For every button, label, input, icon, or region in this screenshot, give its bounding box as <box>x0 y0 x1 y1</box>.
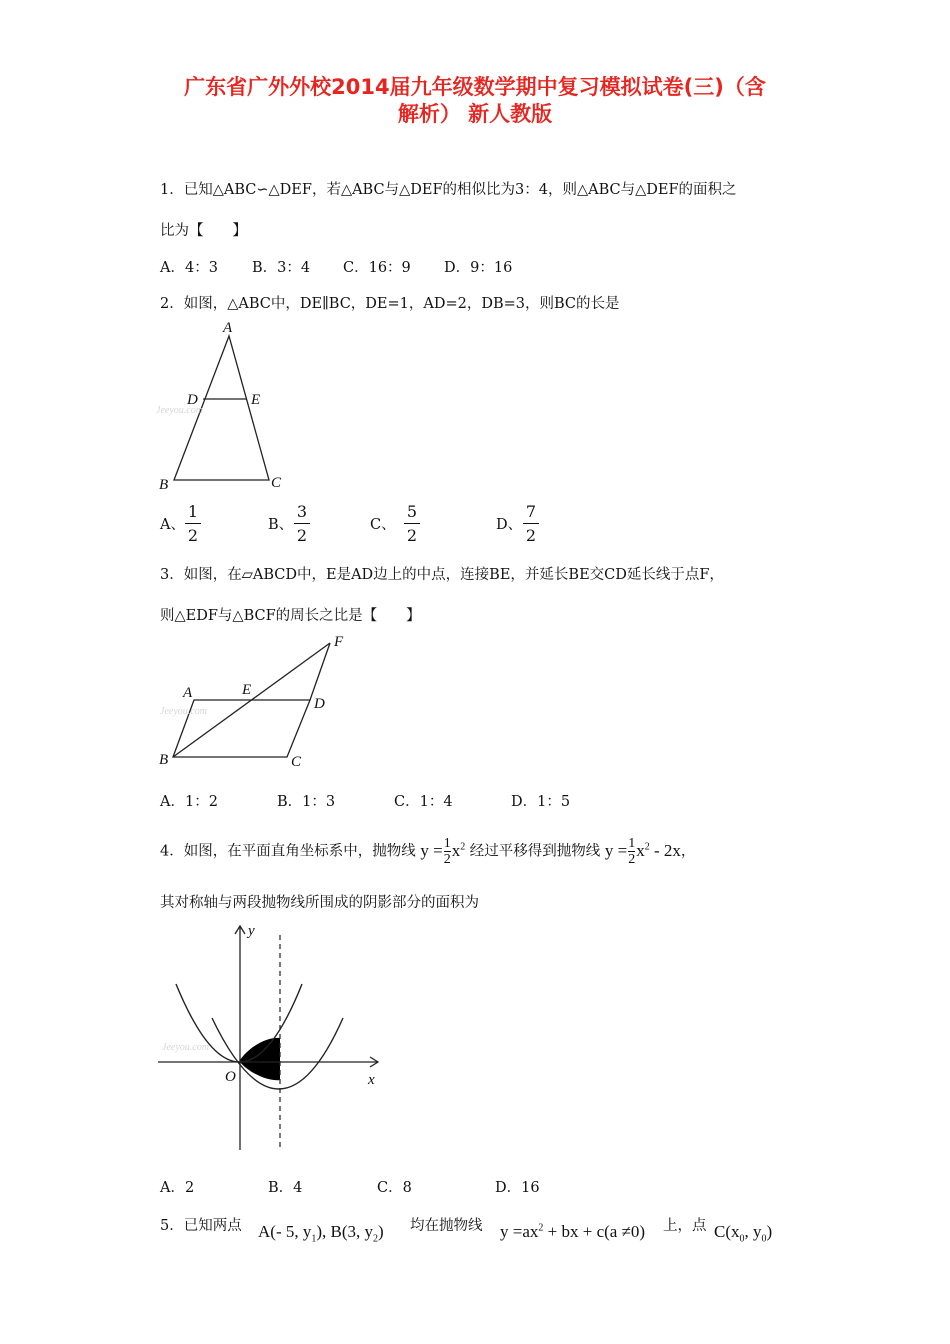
q2-option-a-fraction <box>185 502 201 546</box>
q4-frac2-num: 1 <box>628 836 636 852</box>
q5-c-sub: 0 <box>739 1233 745 1245</box>
q2-option-a-letter: A、 <box>160 517 185 533</box>
q3-option-d: D．1：5 <box>511 794 571 810</box>
q2-option-d-den: 2 <box>525 526 537 545</box>
q2-option-a-den: 2 <box>187 526 199 545</box>
q2-option-b-num: 3 <box>296 502 308 521</box>
q2-watermark: Jeeyou.com <box>156 405 203 416</box>
q2-triangle-figure <box>150 318 300 494</box>
q5-eq-a: y =ax <box>500 1222 539 1241</box>
q4-origin-label: O <box>225 1069 236 1085</box>
q5-c-a: C(x <box>714 1222 740 1241</box>
q4-tail: - 2x <box>649 840 681 860</box>
q4-prefix: 4．如图，在平面直角坐标系中，抛物线 <box>160 843 416 860</box>
q3-label-d: D <box>314 696 325 712</box>
q2-option-c-num: 5 <box>406 502 418 521</box>
q1-option-a: A．4：3 <box>160 260 218 276</box>
q4-fraction-2 <box>628 836 635 867</box>
q4-watermark: Jeeyou.com <box>162 1042 209 1053</box>
q1-option-d: D．9：16 <box>444 260 513 276</box>
q4-middle: 经过平移得到抛物线 <box>469 843 601 860</box>
q5-c-sub-2: 0 <box>761 1233 767 1245</box>
q4-square-2: 2 <box>644 841 650 852</box>
q4-option-b: B．4 <box>268 1180 303 1196</box>
q2-label-b: B <box>159 477 169 493</box>
q5-sub-1: 1 <box>311 1233 317 1245</box>
q5-middle: 均在抛物线 <box>410 1218 483 1234</box>
q4-shaded-region <box>239 1038 280 1080</box>
q4-x-label: x <box>368 1072 375 1088</box>
q4-comma: ， <box>680 843 696 860</box>
q4-square-1: 2 <box>460 841 466 852</box>
q3-option-a: A．1：2 <box>160 794 218 810</box>
q5-points <box>258 1222 384 1244</box>
q2-label-e: E <box>251 392 261 408</box>
title-line-1: 广东省广外外校2014届九年级数学期中复习模拟试卷(三)（含 <box>184 75 766 99</box>
q4-option-d: D．16 <box>495 1180 540 1196</box>
q4-frac1-num: 1 <box>443 836 451 852</box>
q4-y-eq-2: y = <box>604 840 628 860</box>
q4-frac1-den: 2 <box>443 852 451 868</box>
q4-x-2: x <box>636 840 645 860</box>
q4-y-label: y <box>248 923 255 939</box>
q5-after: 上，点 <box>663 1218 707 1234</box>
q5-point-a: A(- 5, y <box>258 1222 312 1241</box>
q3-parallelogram-figure <box>150 630 360 775</box>
q4-formula-1 <box>420 836 466 868</box>
q2-option-d-letter: D、 <box>496 517 523 533</box>
q2-option-b-fraction <box>294 502 310 546</box>
q4-parabola-figure <box>150 918 390 1154</box>
q5-eq-square: 2 <box>538 1222 544 1234</box>
q5-parabola-equation <box>500 1222 645 1242</box>
q4-y-eq-1: y = <box>420 840 443 860</box>
q4-stem-line2: 其对称轴与两段抛物线所围成的阴影部分的面积为 <box>160 895 479 911</box>
q2-option-d-fraction <box>523 502 539 546</box>
q2-option-b-den: 2 <box>296 526 308 545</box>
q5-point-b: ), B(3, y <box>316 1222 374 1241</box>
q5-prefix: 5．已知两点 <box>160 1218 242 1234</box>
page-title <box>60 74 890 128</box>
q5-point-c <box>714 1222 772 1244</box>
q4-x-1: x <box>451 840 461 860</box>
q3-watermark: Jeeyou.com <box>160 706 207 717</box>
q1-stem-line1: 1．已知△ABC∽△DEF，若△ABC与△DEF的相似比为3：4，则△ABC与△DEF的面积之 <box>160 182 737 198</box>
q3-label-c: C <box>291 754 302 770</box>
title-line-2: 解析） 新人教版 <box>397 102 553 126</box>
q4-option-c: C．8 <box>377 1180 412 1196</box>
q3-stem-line1: 3．如图，在▱ABCD中，E是AD边上的中点，连接BE，并延长BE交CD延长线于点F， <box>160 567 724 583</box>
q2-label-d: D <box>187 392 198 408</box>
q3-option-b: B．1：3 <box>277 794 336 810</box>
q3-label-f: F <box>334 634 344 650</box>
q2-option-c-fraction <box>404 502 420 546</box>
q4-formula-2 <box>604 836 681 868</box>
q3-option-c: C．1：4 <box>394 794 453 810</box>
q5-c-close: ) <box>766 1222 773 1241</box>
q2-label-a: A <box>223 320 233 336</box>
q3-label-a: A <box>183 685 193 701</box>
q1-option-c: C．16：9 <box>343 260 411 276</box>
q2-option-b-letter: B、 <box>268 517 294 533</box>
q4-option-a: A．2 <box>160 1180 195 1196</box>
q5-close: ) <box>378 1222 384 1241</box>
q2-option-c-den: 2 <box>406 526 418 545</box>
q2-option-c-letter: C、 <box>370 517 396 533</box>
q4-frac2-den: 2 <box>628 852 636 868</box>
q1-stem-line2: 比为【 】 <box>160 223 247 239</box>
q1-option-b: B．3：4 <box>252 260 311 276</box>
q3-label-b: B <box>159 752 169 768</box>
q2-stem: 2．如图，△ABC中，DE∥BC，DE=1，AD=2，DB=3，则BC的长是 <box>160 296 620 312</box>
q5-eq-b: + bx + c(a ≠0) <box>543 1222 646 1241</box>
q2-option-a-num: 1 <box>187 502 199 521</box>
q5-sub-2: 2 <box>373 1233 379 1245</box>
q5-c-b: , y <box>744 1222 762 1241</box>
q4-fraction-1 <box>444 836 451 867</box>
q2-option-d-num: 7 <box>525 502 537 521</box>
q2-label-c: C <box>271 475 282 491</box>
q3-stem-line2: 则△EDF与△BCF的周长之比是【 】 <box>160 608 421 624</box>
q3-label-e: E <box>242 682 252 698</box>
q4-stem-line1 <box>160 832 695 867</box>
